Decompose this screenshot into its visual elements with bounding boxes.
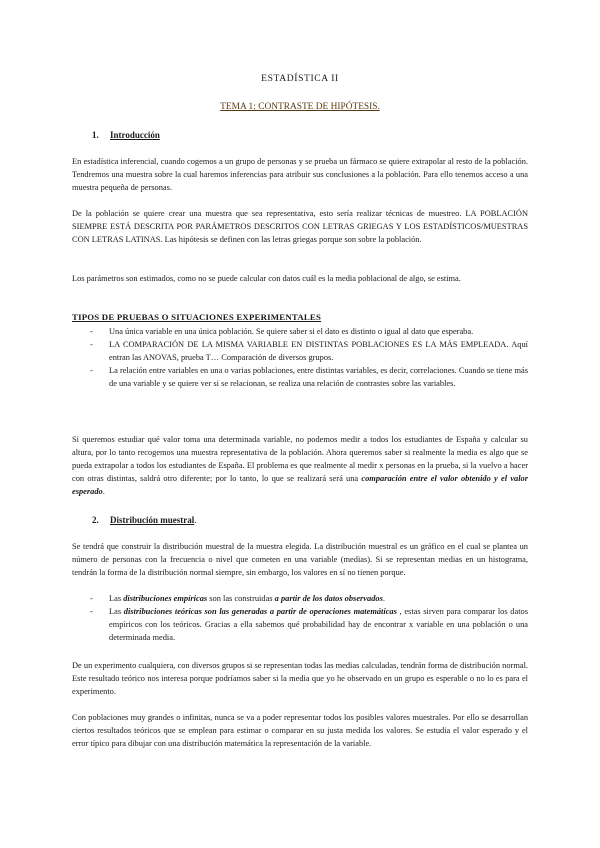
distribucion-paragraph-2: De un experimento cualquiera, con diversos grupos si se representan todas las medias calculadas, tendrán forma de distribución normal. Este resultado teórico nos interesa porque podríamos saber si la media que yo he observado en un grupo es esperable o no lo es para el experimento. [72,661,528,696]
distribucion-paragraph-1: Se tendrá que construir la distribución muestral de la muestra elegida. La distribución muestral es un gráfico en el cual se plantea un número de personas con la frecuencia o nivel que cometen en una variable (medias). Si se representan medias en un histograma, tendrán la forma de la distribución normal siempre, sin embargo, los valores en sí no tienen porque. [72,542,528,577]
tipos-list [90,325,528,390]
section-number: 1. [92,130,99,140]
list-item: - La relación entre variables en una o varias poblaciones, entre distintas variables, es decir, correlaciones. Cuando se tiene más de una variable y se quiere ver si se relacionan, se realiza una relación de contrastes sobre las variables. [90,364,528,390]
distribucion-paragraph-3: Con poblaciones muy grandes o infinitas, nunca se va a poder representar todos los posibles valores muestrales. Por ello se desarrollan ciertos resultados teóricos que se emplean para estimar o comparar en su justa medida los valores. Se estudia el valor esperado y el error típico para dibujar con una distribución matemática la representación de la variable. [72,713,528,748]
list-item: - Las distribuciones empíricas son las construidas a partir de los datos observados. [90,592,528,605]
topic-heading: TEMA 1: CONTRASTE DE HIPÓTESIS. [220,102,380,112]
intro-paragraph-3: Los parámetros son estimados, como no se puede calcular con datos cuál es la media poblacional de algo, se estima. [72,274,461,283]
list-item: - Una única variable en una única población. Se quiere saber si el dato es distinto o igual al dato que esperaba. [90,325,528,338]
estudiar-text: Si queremos estudiar qué valor toma una determinada variable, no podemos medir a todos los estudiantes de España y calcular su altura, por lo tanto recogemos una muestra representativa de la población. Ahora queremos saber si realmente la media es algo que se pueda extrapolar a todos los estudiantes de España. El problema es que realmente al medir x personas en la prueba, si la vuelvo a hacer con otras distintas, saldrá otro diferente; por lo tanto, lo que se realizará será una [72,435,528,483]
teoricas-term: distribuciones teóricas son las generadas a partir de operaciones matemáticas [123,607,397,616]
section-heading-introduccion [92,129,160,142]
estudiar-emphasis: comparación entre el valor obtenido y el valor esperado [72,474,528,496]
section-title: Distribución muestral [110,515,195,525]
document-title: ESTADÍSTICA II [261,73,339,84]
section-heading-distribucion [92,514,197,527]
intro-paragraph-1: En estadística inferencial, cuando cogemos a un grupo de personas y se prueba un fármaco se quiere extrapolar al resto de la población. Tendremos una muestra sobre la cual haremos inferencias para atribuir sus conclusiones a la población. Para ello tenemos acceso a una muestra pequeña de personas. [72,157,528,192]
empiricas-term: distribuciones empíricas [123,594,208,603]
tipos-subheading: TIPOS DE PRUEBAS O SITUACIONES EXPERIMENTALES [72,312,322,322]
list-item: - Las distribuciones teóricas son las generadas a partir de operaciones matemáticas , estas sirven para comparar los datos empíricos con los teóricos. Gracias a ella sabemos qué probabilidad hay de encontrar x variable en una población o una determinada media. [90,605,528,644]
distribucion-list [90,592,528,644]
section-title: Introducción [110,130,160,140]
estudiar-paragraph [72,433,528,498]
estudiar-end: . [102,487,105,496]
intro-paragraph-2: De la población se quiere crear una muestra que sea representativa, esto sería realizar técnicas de muestreo. LA POBLACIÓN SIEMPRE ESTÁ DESCRITA POR PARÁMETROS DESCRITOS CON LETRAS GRIEGAS Y LOS ESTADÍSTICOS/MUESTRAS CON LETRAS LATINAS. Las hipótesis se definen con las letras griegas porque son sobre la población. [72,209,528,244]
section-suffix: . [194,515,197,525]
section-number: 2. [92,515,99,525]
observados-term: a partir de los datos observados [274,594,383,603]
list-item: - LA COMPARACIÓN DE LA MISMA VARIABLE EN DISTINTAS POBLACIONES ES LA MÁS EMPLEADA. Aquí entran las ANOVAS, prueba T… Comparación de diversos grupos. [90,338,528,364]
